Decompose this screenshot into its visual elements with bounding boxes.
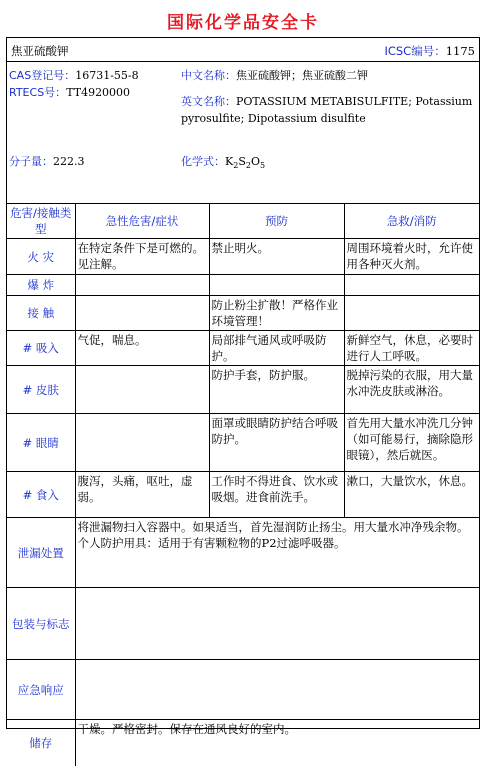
safety-card <box>6 37 480 750</box>
prevention-cell: 禁止明火。 <box>209 239 344 275</box>
rtecs-field: RTECS号：TT4920000 <box>9 86 131 99</box>
first-aid-cell: 周围环境着火时，允许使用各种灭火剂。 <box>344 239 479 275</box>
table-row <box>7 366 479 414</box>
chemical-name: 焦亚硫酸钾 <box>11 44 69 58</box>
spill-text: 将泄漏物扫入容器中。如果适当，首先湿润防止扬尘。用大量水冲净残余物。个人防护用具：适用于有害颗粒物的P2过滤呼吸器。 <box>75 518 479 588</box>
first-aid-cell <box>344 275 479 296</box>
hazard-table <box>7 204 479 766</box>
symptom-cell: 在特定条件下是可燃的。见注解。 <box>75 239 209 275</box>
table-row <box>7 472 479 518</box>
icsc-number: ICSC编号：1175 <box>384 44 475 58</box>
header-cell: 危害/接触类型 <box>7 204 75 239</box>
symptom-cell <box>75 414 209 472</box>
symptom-cell: 气促，喘息。 <box>75 331 209 366</box>
symptom-cell: 腹泻，头痛，呕吐，虚弱。 <box>75 472 209 518</box>
packaging-row <box>7 588 479 660</box>
prevention-cell: 工作时不得进食、饮水或吸烟。进食前洗手。 <box>209 472 344 518</box>
emergency-row <box>7 660 479 720</box>
row-category: 应急响应 <box>7 660 75 720</box>
row-category: 泄漏处置 <box>7 518 75 588</box>
page-title: 国际化学品安全卡 <box>167 13 319 33</box>
storage-row <box>7 720 479 766</box>
table-row <box>7 239 479 275</box>
identity-section <box>7 63 479 204</box>
spill-row <box>7 518 479 588</box>
en-name-field: 英文名称：POTASSIUM METABISULFITE; Potassium pyrosulfite; Dipotassium disulfite <box>181 95 473 125</box>
prevention-cell: 防止粉尘扩散！严格作业环境管理！ <box>209 296 344 331</box>
symptom-cell <box>75 296 209 331</box>
row-category: # 眼睛 <box>7 414 75 472</box>
row-category: # 食入 <box>7 472 75 518</box>
storage-text: 干燥。严格密封。保存在通风良好的室内。 <box>75 720 479 766</box>
packaging-text <box>75 588 479 660</box>
prevention-cell: 局部排气通风或呼吸防护。 <box>209 331 344 366</box>
header-cell: 预防 <box>209 204 344 239</box>
cas-field: CAS登记号：16731-55-8 <box>9 69 139 82</box>
formula-field: 化学式：$K_2S_2O_5$ <box>181 155 266 171</box>
chemical-formula: $K_2S_2O_5$ <box>225 155 266 171</box>
table-row <box>7 331 479 366</box>
table-row <box>7 414 479 472</box>
chemical-name-row <box>7 38 479 62</box>
emergency-text <box>75 660 479 720</box>
row-category: 包装与标志 <box>7 588 75 660</box>
row-category: # 皮肤 <box>7 366 75 414</box>
row-category: 接 触 <box>7 296 75 331</box>
row-category: 爆 炸 <box>7 275 75 296</box>
symptom-cell <box>75 366 209 414</box>
first-aid-cell: 漱口，大量饮水，休息。 <box>344 472 479 518</box>
table-header-row <box>7 204 479 239</box>
first-aid-cell: 首先用大量水冲洗几分钟（如可能易行，摘除隐形眼镜），然后就医。 <box>344 414 479 472</box>
cn-name-field: 中文名称：焦亚硫酸钾；焦亚硫酸二钾 <box>181 69 368 82</box>
prevention-cell: 面罩或眼睛防护结合呼吸防护。 <box>209 414 344 472</box>
row-category: 火 灾 <box>7 239 75 275</box>
header-cell: 急性危害/症状 <box>75 204 209 239</box>
first-aid-cell <box>344 296 479 331</box>
first-aid-cell: 新鲜空气，休息，必要时进行人工呼吸。 <box>344 331 479 366</box>
symptom-cell <box>75 275 209 296</box>
prevention-cell <box>209 275 344 296</box>
header-cell: 急救/消防 <box>344 204 479 239</box>
table-row <box>7 275 479 296</box>
first-aid-cell: 脱掉污染的衣服，用大量水冲洗皮肤或淋浴。 <box>344 366 479 414</box>
table-row <box>7 296 479 331</box>
row-category: 储存 <box>7 720 75 766</box>
prevention-cell: 防护手套，防护服。 <box>209 366 344 414</box>
molecular-weight-field: 分子量：222.3 <box>9 155 85 168</box>
row-category: # 吸入 <box>7 331 75 366</box>
